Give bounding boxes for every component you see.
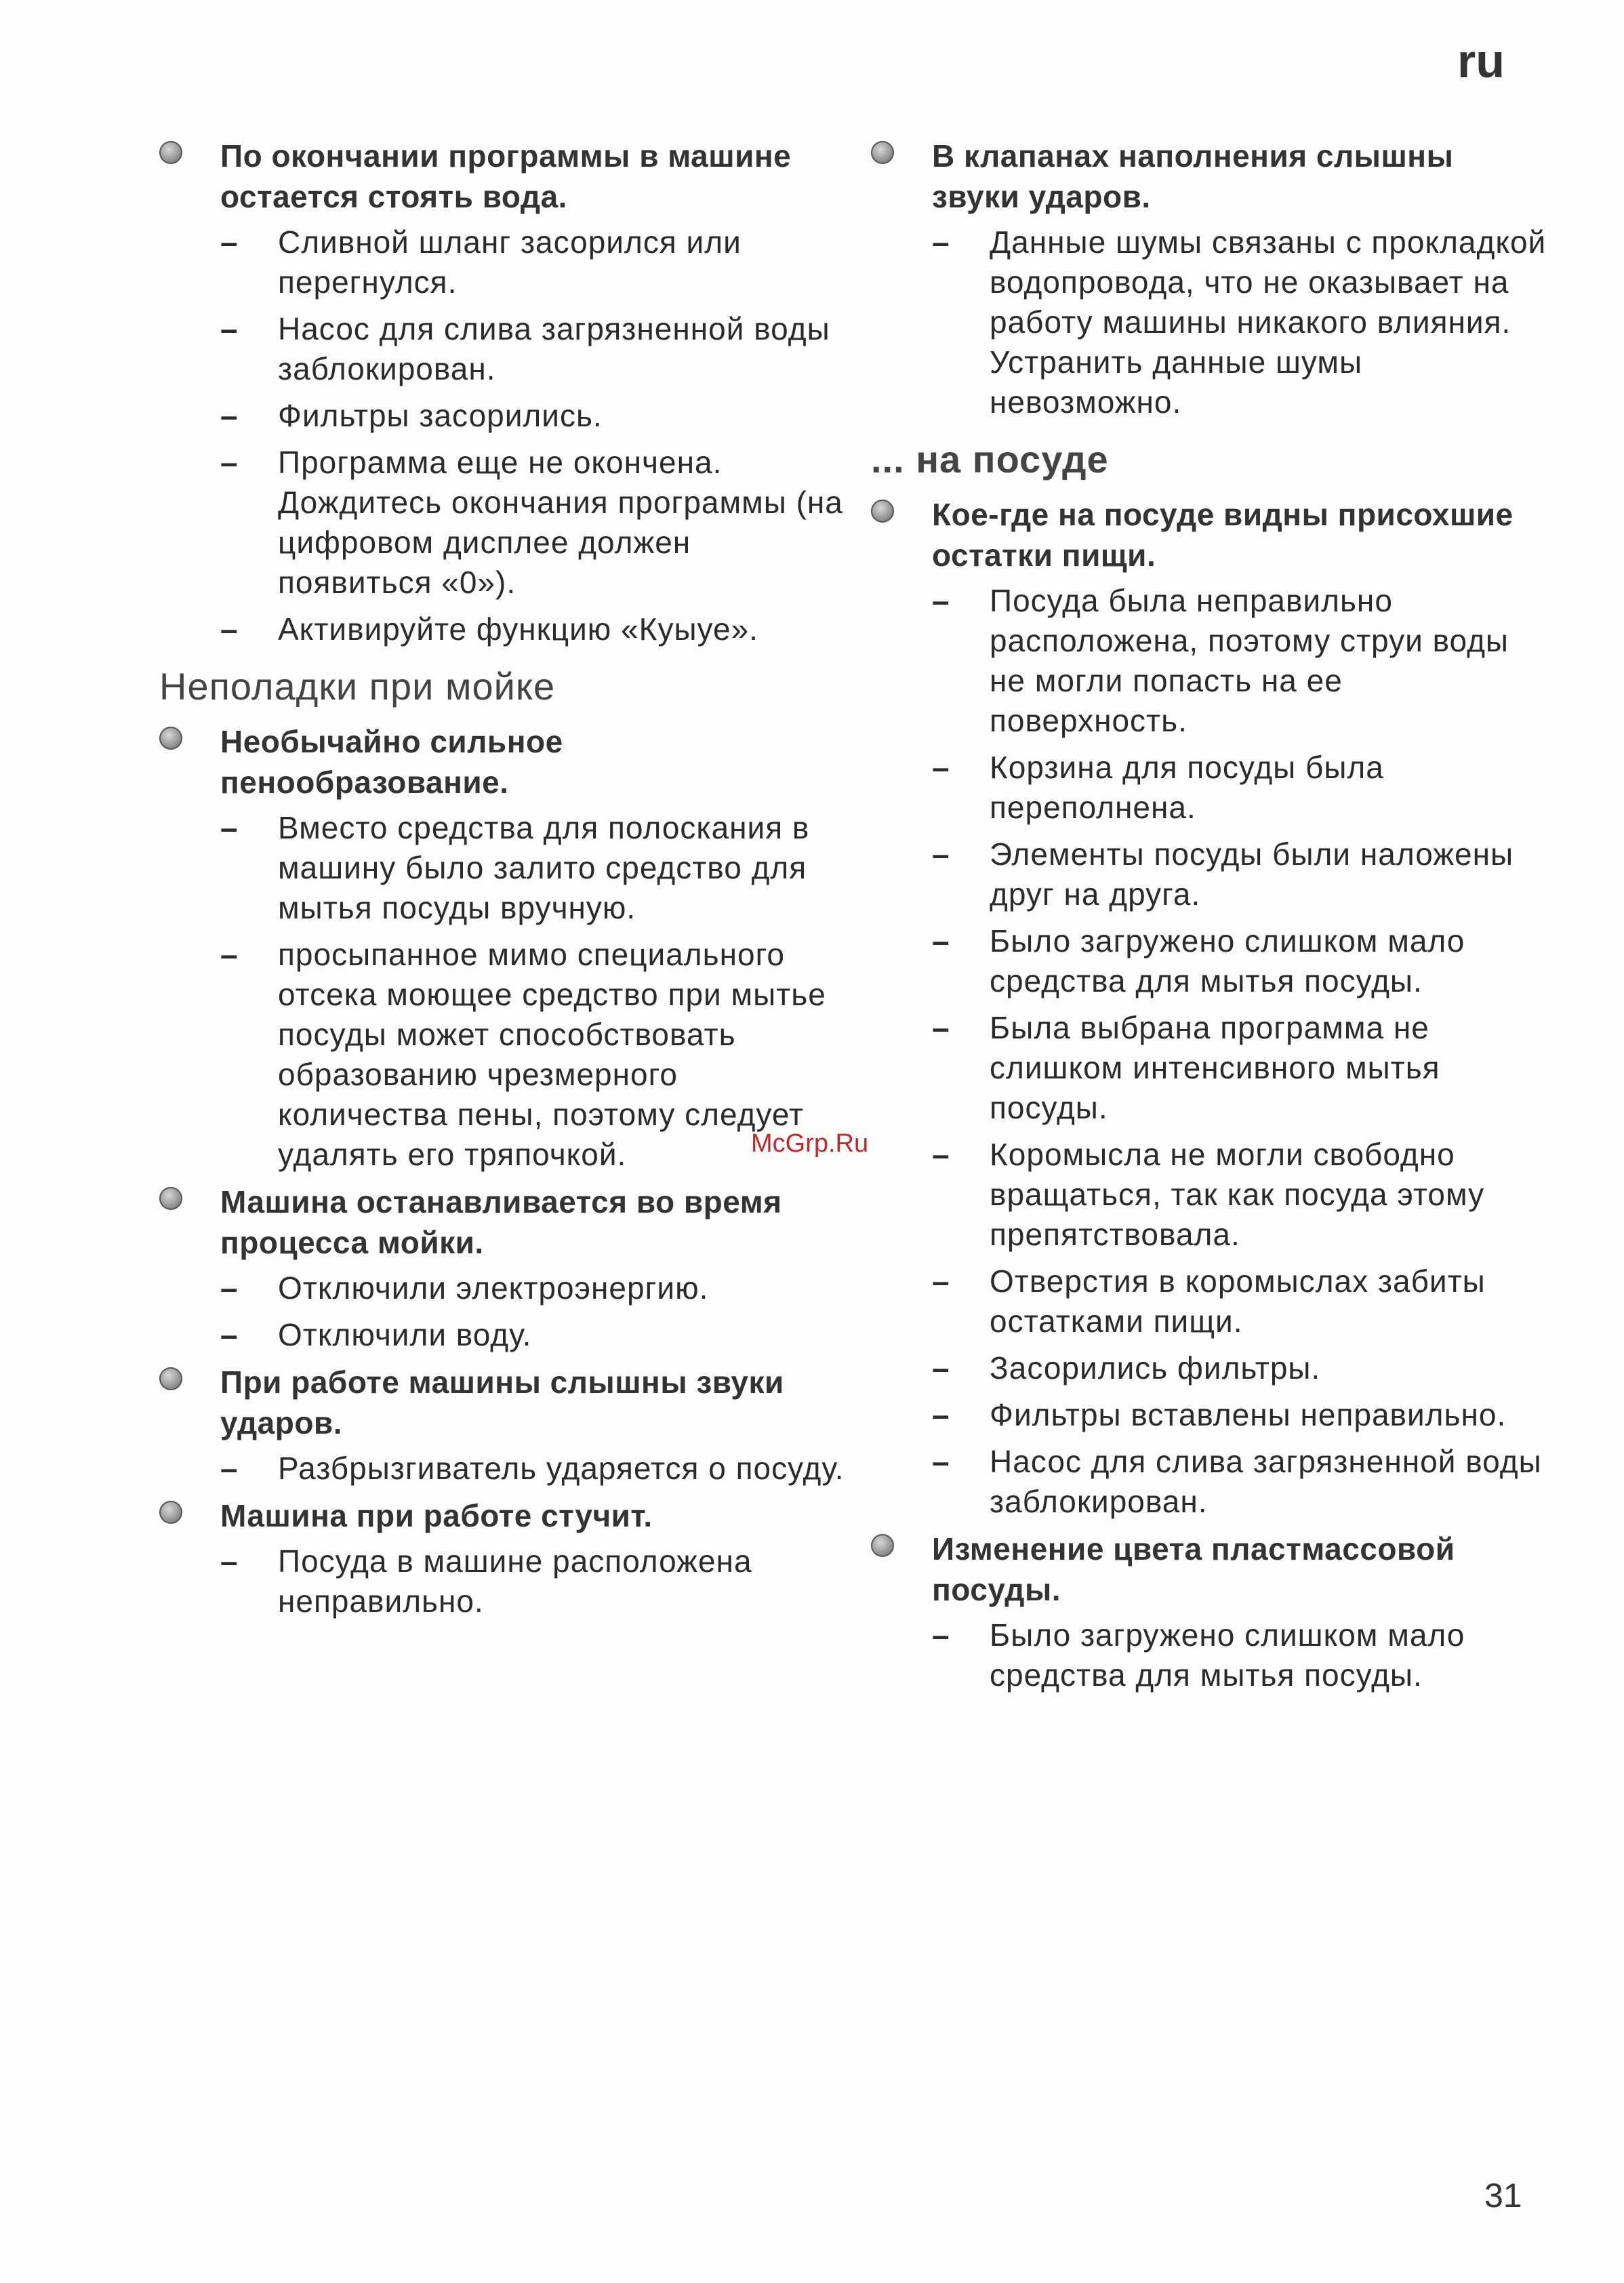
cause-text: Отверстия в коромыслах забиты остатками пищи. — [990, 1264, 1486, 1339]
cause-text: Активируйте функцию «Куыуе». — [278, 611, 758, 647]
right-column — [871, 136, 1549, 1702]
cause-item — [932, 1442, 1549, 1522]
dash-icon: – — [932, 1137, 950, 1172]
cause-item — [932, 1395, 1549, 1435]
issue-title: Необычайно сильное пенообразование. — [220, 724, 563, 800]
cause-text: Насос для слива загрязненной воды заблокирован. — [990, 1444, 1542, 1519]
issue-knocking-sounds — [159, 1362, 851, 1489]
cause-item — [932, 748, 1549, 828]
issue-valve-sounds — [871, 136, 1549, 422]
cause-item — [220, 396, 851, 436]
dash-icon: – — [220, 810, 239, 845]
issue-water-remains — [159, 136, 851, 649]
cause-item — [220, 1268, 851, 1308]
cause-item — [932, 834, 1549, 914]
cause-text: Посуда была неправильно расположена, поэтому струи воды не могли попасть на ее поверхность. — [990, 583, 1509, 738]
bullet-icon — [871, 141, 894, 164]
cause-item — [932, 222, 1549, 422]
cause-item — [220, 609, 851, 649]
issue-title: Кое-где на посуде видны присохшие остатки пищи. — [932, 497, 1514, 573]
cause-item — [220, 1315, 851, 1355]
cause-text: Посуда в машине расположена неправильно. — [278, 1543, 752, 1619]
cause-text: Данные шумы связаны с прокладкой водопровода, что не оказывает на работу машины никакого влияния. Устранить данные шумы невозможно. — [990, 224, 1547, 420]
cause-item — [932, 921, 1549, 1001]
language-code: ru — [1457, 35, 1505, 87]
cause-text: Засорились фильтры. — [990, 1350, 1321, 1386]
cause-text: Было загружено слишком мало средства для мытья посуды. — [990, 923, 1465, 998]
section-heading-on-dishes: ... на посуде — [871, 438, 1109, 481]
dash-icon: – — [932, 224, 950, 260]
cause-text: Элементы посуды были наложены друг на друга. — [990, 836, 1514, 912]
cause-item — [220, 222, 851, 302]
dash-icon: – — [932, 750, 950, 785]
issue-food-residue — [871, 494, 1549, 1522]
cause-text: Коромысла не могли свободно вращаться, так как посуда этому препятствовала. — [990, 1137, 1485, 1252]
dash-icon: – — [220, 311, 239, 346]
bullet-icon — [871, 1534, 894, 1557]
cause-text: Сливной шланг засорился или перегнулся. — [278, 224, 742, 300]
cause-item — [932, 1615, 1549, 1695]
cause-text: Было загружено слишком мало средства для мытья посуды. — [990, 1617, 1465, 1693]
cause-text: Вместо средства для полоскания в машину было залито средство для мытья посуды вручную. — [278, 810, 810, 925]
dash-icon: – — [220, 398, 239, 433]
cause-item — [932, 1008, 1549, 1128]
issue-machine-stops — [159, 1181, 851, 1355]
bullet-icon — [159, 727, 182, 750]
cause-item — [932, 1135, 1549, 1255]
bullet-icon — [871, 500, 894, 523]
dash-icon: – — [220, 1317, 239, 1352]
cause-text: Насос для слива загрязненной воды заблокирован. — [278, 311, 830, 386]
bullet-icon — [159, 1501, 182, 1524]
dash-icon: – — [220, 1543, 239, 1579]
dash-icon: – — [932, 923, 950, 958]
page-number: 31 — [1484, 2177, 1522, 2215]
issue-title: По окончании программы в машине остается стоять вода. — [220, 138, 792, 214]
cause-item — [932, 581, 1549, 741]
issue-title: При работе машины слышны звуки ударов. — [220, 1365, 784, 1440]
dash-icon: – — [932, 1350, 950, 1386]
cause-text: Отключили электроэнергию. — [278, 1270, 709, 1306]
dash-icon: – — [932, 1264, 950, 1299]
cause-item — [220, 1541, 851, 1621]
cause-text: Фильтры засорились. — [278, 398, 603, 433]
cause-item — [220, 808, 851, 928]
issue-machine-rattles — [159, 1495, 851, 1621]
dash-icon: – — [932, 583, 950, 618]
cause-text: Корзина для посуды была переполнена. — [990, 750, 1384, 825]
cause-item — [932, 1348, 1549, 1388]
dash-icon: – — [932, 1397, 950, 1432]
cause-item — [932, 1261, 1549, 1341]
bullet-icon — [159, 1367, 182, 1390]
cause-text: Разбрызгиватель ударяется о посуду. — [278, 1451, 845, 1486]
dash-icon: – — [932, 1010, 950, 1045]
dash-icon: – — [220, 1270, 239, 1306]
issue-title: Машина останавливается во время процесса мойки. — [220, 1184, 782, 1260]
dash-icon: – — [220, 224, 239, 260]
dash-icon: – — [220, 445, 239, 480]
cause-text: Отключили воду. — [278, 1317, 532, 1352]
left-column — [159, 136, 851, 1628]
cause-item — [220, 443, 851, 603]
issue-excess-foam — [159, 721, 851, 1175]
dash-icon: – — [932, 1444, 950, 1479]
issue-title: Машина при работе стучит. — [220, 1498, 653, 1533]
issue-title: Изменение цвета пластмассовой посуды. — [932, 1531, 1455, 1607]
dash-icon: – — [220, 1451, 239, 1486]
dash-icon: – — [220, 611, 239, 647]
dash-icon: – — [932, 836, 950, 872]
dash-icon: – — [932, 1617, 950, 1653]
watermark: McGrp.Ru — [751, 1129, 869, 1158]
cause-item — [220, 1449, 851, 1489]
cause-item — [220, 309, 851, 389]
cause-text: Была выбрана программа не слишком интенсивного мытья посуды. — [990, 1010, 1440, 1125]
dash-icon: – — [220, 937, 239, 972]
bullet-icon — [159, 141, 182, 164]
issue-title: В клапанах наполнения слышны звуки ударов. — [932, 138, 1454, 214]
cause-text: Программа еще не окончена. Дождитесь окончания программы (на цифровом дисплее должен появиться «0»). — [278, 445, 843, 600]
cause-text: Фильтры вставлены неправильно. — [990, 1397, 1507, 1432]
bullet-icon — [159, 1187, 182, 1210]
cause-text: просыпанное мимо специального отсека моющее средство при мытье посуды может способствовать образованию чрезмерного количества пены, поэтому следует удалять его тряпочкой. — [278, 937, 826, 1172]
section-heading-washing-problems: Неполадки при мойке — [159, 665, 556, 708]
issue-plastic-discoloration — [871, 1529, 1549, 1695]
